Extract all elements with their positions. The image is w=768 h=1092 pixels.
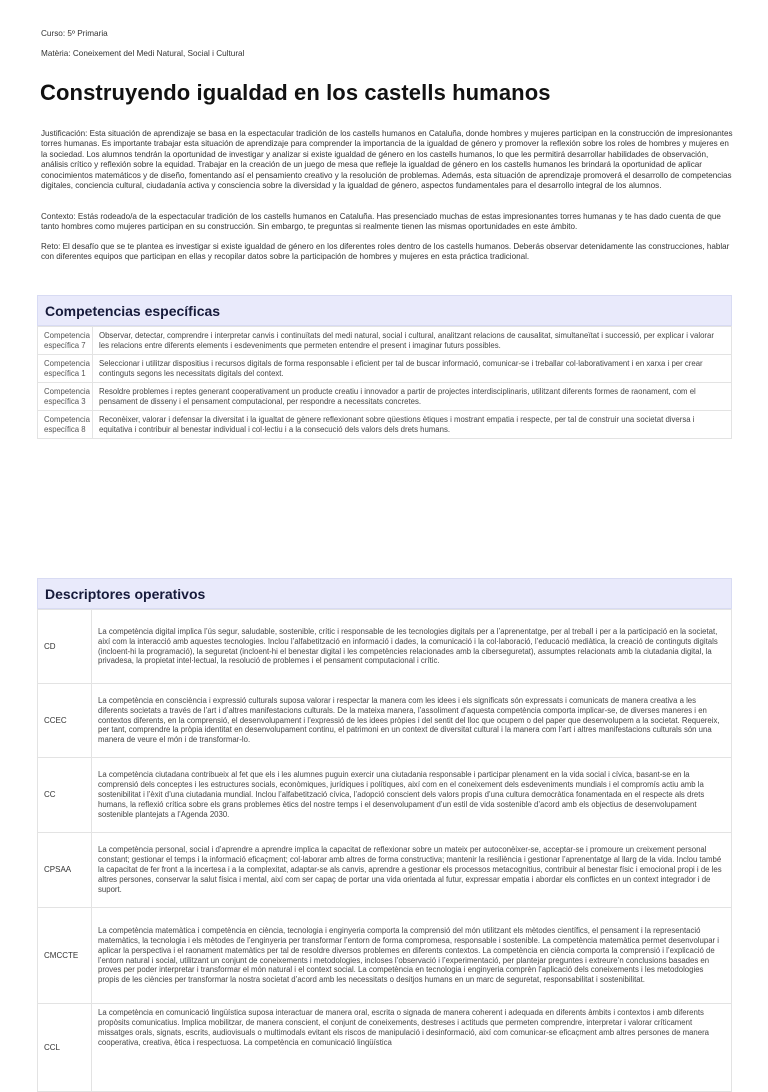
descriptor-text: La competència en consciència i expressió culturals suposa valorar i respectar la manera com les idees i els significats són expressats i comunicats de manera creativa a les diferents societats a través de l’art i d’altres manifestacions culturals. De la mateixa manera, l’assoliment d’aquesta competència comporta implicar-se, de diverses maneres i en contextos diferents, en la comprensió, el desenvolupament i l’expressió de les idees pròpies i del sentit del lloc que ocupem o del paper que desenvolupem a la societat. Requereix, per tant, comprendre la pròpia identitat en desenvolupament continu, el patrimoni en un context de diversitat cultural i la manera com l’art i altres manifestacions culturals són una manera de veure el món i de transformar-lo. [92, 684, 732, 758]
competency-text: Observar, detectar, comprendre i interpretar canvis i continuïtats del medi natural, social i cultural, analitzant relacions de causalitat, simultaneïtat i successió, per explicar i valorar les relacions entre diferents elements i esdeveniments que permeten entendre el present i imaginar futurs possibles. [93, 327, 732, 355]
justification-paragraph: Justificación: Esta situación de aprendizaje se basa en la espectacular tradición de los castells humanos en Cataluña, donde hombres y mujeres participan en la construcción de impresionantes torres humanas. Es importante trabajar esta situación de aprendizaje para comprender la importancia de la igualdad de género y promover la reflexión sobre los roles de hombres y mujeres en la sociedad. Los alumnos tendrán la oportunidad de investigar y analizar si existe igualdad de género en los castells humanos, lo que les permitirá desarrollar habilidades de observación, análisis crítico y reflexión sobre la equidad. Trabajar en la creación de un juego de mesa que refleje la igualdad de género en los castells humanos les brindará la oportunidad de aplicar conocimientos matemáticos y de diseño, fomentando así el pensamiento creativo y la resolución de problemas. Además, esta situación de aprendizaje promoverá el desarrollo de competencias digitales, conciencia cultural, ciudadanía activa y consciencia sobre la diversidad y la igualdad de género, aspectos fundamentales para el desarrollo integral de los alumnos. [41, 129, 733, 191]
competency-label: Competencia específica 3 [38, 383, 93, 411]
table-row [38, 383, 732, 411]
table-row [38, 758, 732, 833]
descriptor-label: CMCCTE [38, 908, 92, 1004]
table-row [38, 411, 732, 439]
competency-label: Competencia específica 1 [38, 355, 93, 383]
descriptor-label: CCEC [38, 684, 92, 758]
descriptor-text: La competència en comunicació lingüística suposa interactuar de manera oral, escrita o signada de manera coherent i adequada en diferents àmbits i contextos i amb diferents propòsits comunicatius. Implica mobilitzar, de manera conscient, el conjunt de coneixements, destreses i actituds que permeten comprendre, interpretar i valorar críticament missatges orals, signats, escrits, audiovisuals o multimodals evitant els riscos de manipulació i desinformació, així com comunicar-se eficaçment amb altres persones de manera cooperativa, creativa, ètica i respectuosa. La competència en comunicació lingüística [92, 1004, 732, 1092]
descriptor-label: CD [38, 610, 92, 684]
table-row [38, 355, 732, 383]
competencies-heading: Competencias específicas [37, 295, 732, 326]
descriptors-table [37, 609, 732, 1092]
descriptor-label: CPSAA [38, 833, 92, 908]
competency-text: Reconèixer, valorar i defensar la diversitat i la igualtat de gènere reflexionant sobre qüestions ètiques i mostrant empatia i respecte, per tal de construir una societat diversa i equitativa i contribuir al benestar individual i col·lectiu i a la consecució dels valors dels drets humans. [93, 411, 732, 439]
context-paragraph: Contexto: Estás rodeado/a de la espectacular tradición de los castells humanos en Cataluña. Has presenciado muchas de estas impresionantes torres humanas y te has dado cuenta de que tanto hombres como mujeres participan en su construcción. Sin embargo, te preguntas si realmente tienen las mismas oportunidades en este ámbito. [41, 212, 721, 232]
competency-label: Competencia específica 7 [38, 327, 93, 355]
descriptors-heading: Descriptores operativos [37, 578, 732, 609]
descriptor-text: La competència ciutadana contribueix al fet que els i les alumnes puguin exercir una ciutadania responsable i participar plenament en la vida social i cívica, basant-se en la comprensió dels conceptes i les estructures socials, econòmiques, jurídiques i polítiques, així com en el coneixement dels esdeveniments mundials i el compromís actiu amb la sostenibilitat i l’èxit d’una ciutadania mundial. Inclou l’alfabetització cívica, l’adopció conscient dels valors propis d’una cultura democràtica fonamentada en el respecte als drets humans, la reflexió crítica sobre els grans problemes ètics del nostre temps i el desenvolupament d’un estil de vida sostenible d’acord amb els objectius de desenvolupament sostenible plantejats a l’Agenda 2030. [92, 758, 732, 833]
challenge-paragraph: Reto: El desafío que se te plantea es investigar si existe igualdad de género en los diferentes roles dentro de los castells humanos. Deberás observar detenidamente las construcciones, hablar con diferentes equipos que participan en ellas y recopilar datos sobre la participación de hombres y mujeres en esta práctica tradicional. [41, 242, 730, 262]
competency-text: Resoldre problemes i reptes generant cooperativament un producte creatiu i innovador a partir de projectes interdisciplinaris, utilitzant diferents formes de raonament, com el pensament de disseny i el pensament computacional, per respondre a necessitats concretes. [93, 383, 732, 411]
descriptor-label: CC [38, 758, 92, 833]
table-row [38, 908, 732, 1004]
descriptors-section [37, 578, 732, 1092]
table-row [38, 610, 732, 684]
table-row [38, 1004, 732, 1092]
competencies-section [37, 295, 732, 439]
descriptor-text: La competència personal, social i d’aprendre a aprendre implica la capacitat de reflexionar sobre un mateix per autoconèixer-se, acceptar-se i promoure un creixement personal constant; gestionar el temps i la informació eficaçment; col·laborar amb altres de forma constructiva; mantenir la resiliència i gestionar l’aprenentatge al llarg de la vida. Inclou també la capacitat de fer front a la incertesa i a la complexitat, adaptar-se als canvis, aprendre a gestionar els processos metacognitius, contribuir al benestar físic i emocional propi i de les altres persones, conservar la salut física i mental, així com ser capaç de portar una vida orientada al futur, expressar empatia i abordar els conflictes en un context integrador i de suport. [92, 833, 732, 908]
table-row [38, 684, 732, 758]
page-title: Construyendo igualdad en los castells humanos [40, 80, 551, 105]
subject-label: Matèria: Coneixement del Medi Natural, Social i Cultural [41, 49, 245, 58]
competencies-table [37, 326, 732, 439]
competency-text: Seleccionar i utilitzar dispositius i recursos digitals de forma responsable i eficient per tal de buscar informació, comunicar-se i treballar col·laborativament i en xarxa i per crear continguts segons les necessitats digitals del context. [93, 355, 732, 383]
table-row [38, 327, 732, 355]
descriptor-label: CCL [38, 1004, 92, 1092]
course-label: Curso: 5º Primaria [41, 29, 108, 38]
competency-label: Competencia específica 8 [38, 411, 93, 439]
descriptor-text: La competència digital implica l’ús segur, saludable, sostenible, crític i responsable de les tecnologies digitals per a l’aprenentatge, per al treball i per a la participació en la societat, així com la interacció amb aquestes tecnologies. Inclou l’alfabetització en informació i dades, la comunicació i la col·laboració, l’educació mediàtica, la creació de continguts digitals (incloent-hi la programació), la seguretat (incloent-hi el benestar digital i les competències relacionades amb la ciberseguretat), assumptes relacionats amb la ciutadania digital, la privadesa, la propietat intel·lectual, la resolució de problemes i el pensament computacional i crític. [92, 610, 732, 684]
table-row [38, 833, 732, 908]
descriptor-text: La competència matemàtica i competència en ciència, tecnologia i enginyeria comporta la comprensió del món utilitzant els mètodes científics, el pensament i la representació matemàtics, la tecnologia i els mètodes de l’enginyeria per transformar l’entorn de forma compromesa, responsable i sostenible. La competència matemàtica permet desenvolupar i aplicar la perspectiva i el raonament matemàtics per tal de resoldre diversos problemes en diferents contextos. La competència en ciència comporta la comprensió i l’explicació de l’entorn natural i social, utilitzant un conjunt de coneixements i metodologies, incloses l’observació i l’experimentació, per plantejar preguntes i extreure’n conclusions basades en proves per poder interpretar i transformar el món natural i el context social. La competència en tecnologia i enginyeria comprèn l’aplicació dels coneixements i les metodologies propis de les ciències per transformar la nostra societat d’acord amb les necessitats o desitjos humans en un marc de seguretat, responsabilitat i sostenibilitat. [92, 908, 732, 1004]
